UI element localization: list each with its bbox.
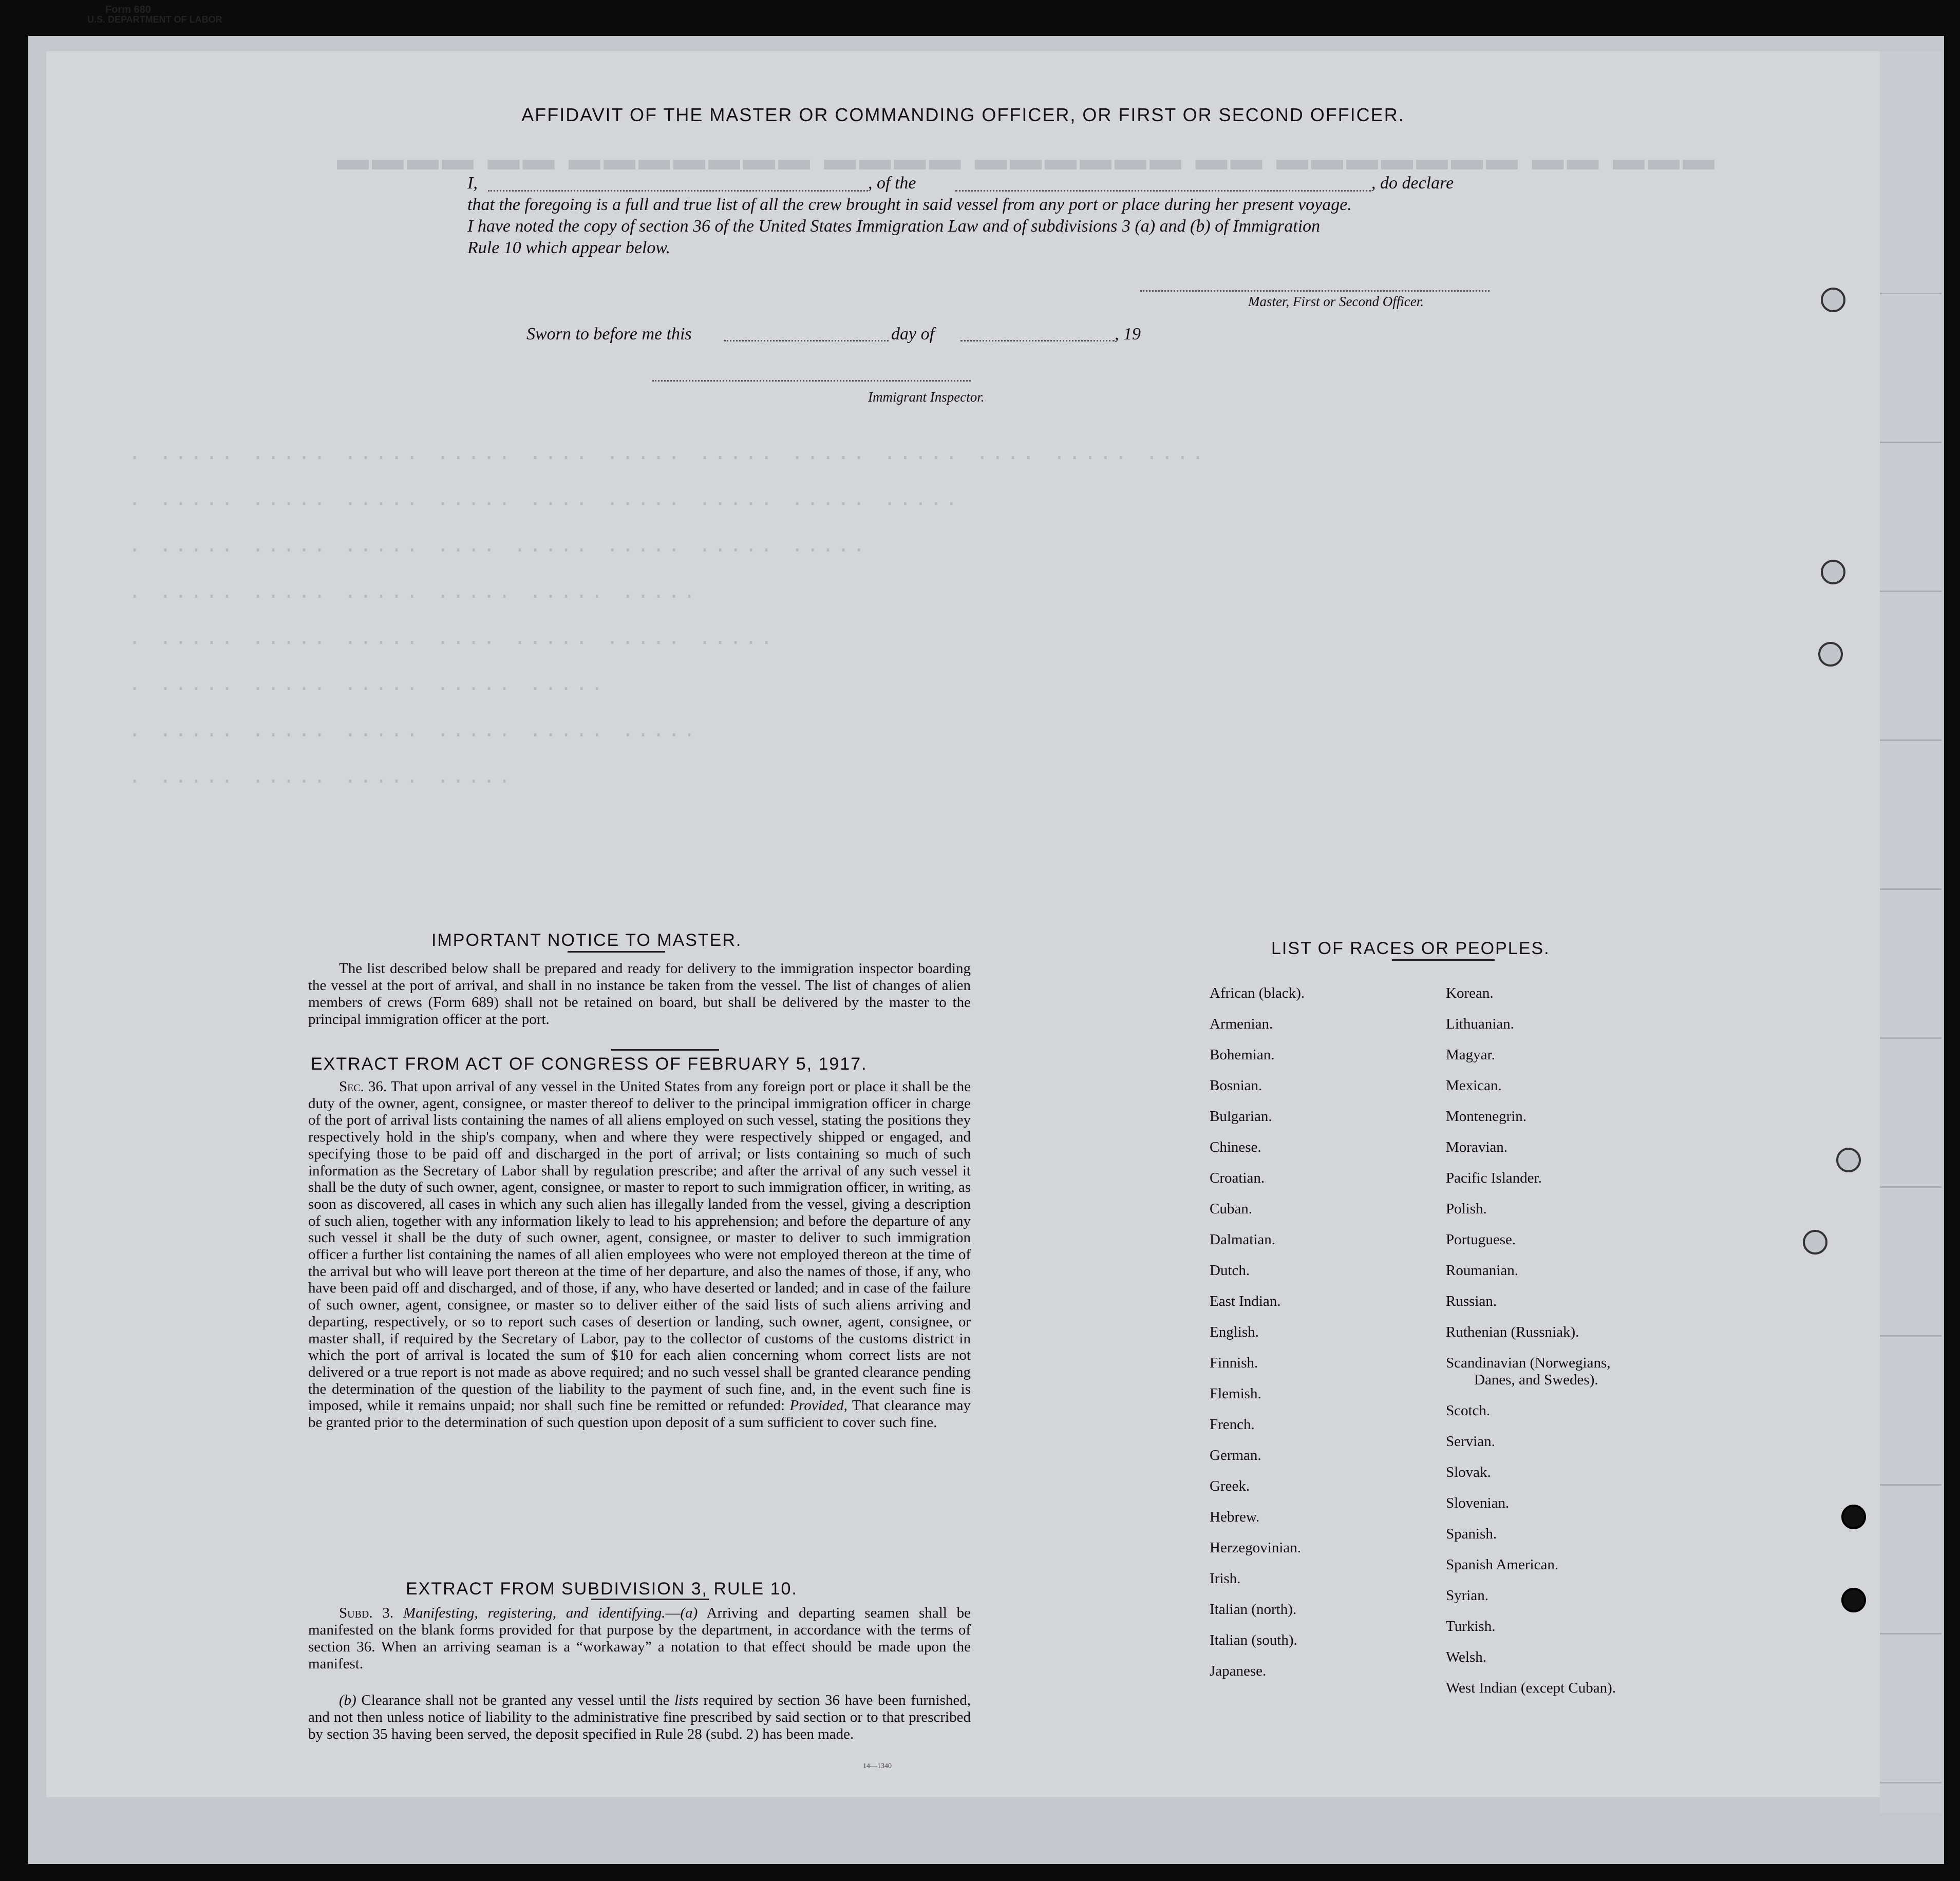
affidavit-declare-label: , do declare xyxy=(1371,174,1454,193)
affidavit-sheet xyxy=(46,51,1880,1797)
sworn-day-field[interactable] xyxy=(724,340,889,341)
notice-text: The list described below shall be prepared and ready for delivery to the immigration inspector boarding the vessel at the port of arrival, and shall in no instance be taken from the vessel. The list of changes of alien members of crews (Form 689) shall not be retained on board, but shall be delivered by the master to the principal immigration officer at the port. xyxy=(308,960,971,1028)
right-page-edge xyxy=(1880,51,1942,1813)
bleed-through-row: · ····· ····· ····· ····· ···· ····· ····· ····· ····· xyxy=(128,493,961,516)
race-entry: Herzegovinian. xyxy=(1210,1540,1301,1556)
race-entry: Slovenian. xyxy=(1446,1495,1510,1511)
binder-hole xyxy=(1803,1230,1827,1255)
race-entry: German. xyxy=(1210,1447,1261,1464)
race-entry: Japanese. xyxy=(1210,1663,1267,1679)
department-label: U.S. DEPARTMENT OF LABOR xyxy=(87,14,222,25)
officer-signature-label: Master, First or Second Officer. xyxy=(1248,294,1424,309)
race-entry: Armenian. xyxy=(1210,1016,1273,1032)
officer-signature-field[interactable] xyxy=(1140,290,1490,292)
race-entry: Syrian. xyxy=(1446,1587,1488,1604)
race-entry: Servian. xyxy=(1446,1433,1495,1450)
affidavit-title: AFFIDAVIT OF THE MASTER OR COMMANDING OFFICER, OR FIRST OR SECOND OFFICER. xyxy=(521,104,1405,125)
affidavit-declarant-label: I, xyxy=(467,174,478,193)
binder-hole xyxy=(1821,560,1845,584)
race-entry: Korean. xyxy=(1446,985,1494,1001)
vessel-name-field[interactable] xyxy=(955,190,1371,192)
bleed-through-row: · ····· ····· ····· ····· ····· ····· xyxy=(128,585,699,609)
para-b-lists: lists xyxy=(674,1692,699,1708)
bleed-through-row: · ····· ····· ····· ····· ···· ····· ····· ····· ····· ···· ····· ···· xyxy=(128,447,1208,470)
section-rule xyxy=(611,1049,719,1051)
race-entry: Ruthenian (Russniak). xyxy=(1446,1324,1579,1340)
subdivision-para-b xyxy=(308,1692,971,1743)
race-entry: Scandinavian (Norwegians, xyxy=(1446,1355,1611,1371)
affidavit-statement-line: that the foregoing is a full and true list of all the crew brought in said vessel from any port or place during her present voyage. xyxy=(467,195,1352,214)
race-entry: Flemish. xyxy=(1210,1385,1261,1402)
subd-heading: Manifesting, registering, and identifying. xyxy=(403,1605,666,1621)
print-code: 14—1340 xyxy=(863,1762,892,1770)
race-entry: Montenegrin. xyxy=(1446,1108,1527,1125)
race-entry: Lithuanian. xyxy=(1446,1016,1514,1032)
sworn-month-field[interactable] xyxy=(960,340,1115,341)
race-entry: Irish. xyxy=(1210,1570,1241,1587)
bleed-through-row: · ····· ····· ····· ···· ····· ····· ····· ····· xyxy=(128,539,869,562)
notice-underline xyxy=(568,951,665,953)
race-entry: Polish. xyxy=(1446,1201,1487,1217)
races-title: LIST OF RACES OR PEOPLES. xyxy=(1271,939,1550,958)
race-entry: East Indian. xyxy=(1210,1293,1281,1309)
race-entry: Turkish. xyxy=(1446,1618,1496,1635)
para-a-label: (a) xyxy=(680,1605,698,1621)
race-entry: Spanish American. xyxy=(1446,1556,1559,1573)
bleed-through-row: · ····· ····· ····· ····· ····· xyxy=(128,678,607,701)
para-b-label: (b) xyxy=(339,1692,356,1708)
bleed-through-row: · ····· ····· ····· ····· xyxy=(128,770,514,793)
section-36-body: That upon arrival of any vessel in the United States from any foreign port or place it shall be the duty of the owner, agent, consignee, or master thereof to deliver to the principal immigration officer in charge of the port of arrival lists containing the names of all aliens employed on such vessel, stating the positions they respectively hold in the ship's company, when and where they were respectively shipped or engaged, and specifying those to be paid off and discharged in the port of arrival; or lists containing so much of such information as the Secretary of Labor shall by regulation prescribe; and after the arrival of any such vessel it shall be the duty of such owner, agent, consignee, or master to report to such immigration officer, in writing, as soon as discovered, all cases in which any such alien has illegally landed from the vessel, giving a description of such alien, together with any information likely to lead to his apprehension; and before the departure of any such vessel it shall be the duty of such owner, agent, consignee, or master to deliver to such immigration officer a further list containing the names of all alien employees who were not employed thereon at the time of the arrival but who will leave port thereon at the time of her departure, and also the names of those, if any, who have been paid off and discharged, and of those, if any, who have deserted or landed; and in case of the failure of such owner, agent, consignee, or master so to deliver either of the said lists of such aliens arriving and departing, respectively, or so to report such cases of desertion or landing, such owner, agent, consignee, or master shall, if required by the Secretary of Labor, pay to the collector of customs of the customs district in which the port of arrival is located the sum of $10 for each alien concerning whom correct lists are not delivered or a true report is not made as above required; and no such vessel shall be granted clearance pending the determination of the question of the liability to the payment of such fine, and, in the event such fine is imposed, while it remains unpaid; nor shall such fine be remitted or refunded: xyxy=(308,1078,971,1414)
subdivision-para-a: Subd. 3. Manifesting, registering, and identifying.—(a) Arriving and departing seamen shall be manifested on the blank forms provided for that purpose by the department, in accordance with the terms of section 36. When an arriving seaman is a “workaway” a notation to that effect should be made upon the manifest. xyxy=(308,1605,971,1672)
race-entry: African (black). xyxy=(1210,985,1305,1001)
race-entry: Scotch. xyxy=(1446,1402,1491,1419)
declarant-name-field[interactable] xyxy=(488,190,868,192)
act-section-36-text xyxy=(308,1078,971,1431)
section-label: Sec. 36. xyxy=(339,1078,387,1095)
race-entry: Croatian. xyxy=(1210,1170,1265,1186)
race-entry: Magyar. xyxy=(1446,1047,1495,1063)
affidavit-statement-line: I have noted the copy of section 36 of the United States Immigration Law and of subdivisions 3 (a) and (b) of Immigration xyxy=(467,217,1321,236)
race-entry: Slovak. xyxy=(1446,1464,1491,1480)
inspector-signature-label: Immigrant Inspector. xyxy=(868,389,985,405)
binder-hole xyxy=(1821,288,1845,312)
binder-hole xyxy=(1841,1505,1866,1529)
year-prefix-label: , 19 xyxy=(1115,325,1141,344)
race-entry: Roumanian. xyxy=(1446,1262,1518,1279)
race-entry: Pacific Islander. xyxy=(1446,1170,1542,1186)
inspector-signature-field[interactable] xyxy=(652,380,971,382)
binder-hole xyxy=(1818,642,1843,667)
race-entry: Hebrew. xyxy=(1210,1509,1260,1525)
race-entry: Italian (south). xyxy=(1210,1632,1297,1648)
affidavit-statement-line: Rule 10 which appear below. xyxy=(467,238,671,257)
para-b-body-2: required by section 36 have been furnished, and not then unless notice of liability to the administrative fine prescribed by said section or to that prescribed by section 35 having been served, the deposit specified in Rule 28 (subd. 2) has been made. xyxy=(308,1692,971,1742)
sworn-label: Sworn to before me this xyxy=(526,325,692,344)
bleed-through-row: · ····· ····· ····· ····· ····· ····· xyxy=(128,724,699,747)
race-entry: West Indian (except Cuban). xyxy=(1446,1680,1616,1696)
section-36-end: That clearance may be granted prior to the determination of such question upon deposit of a sum sufficient to cover such fine. xyxy=(308,1397,971,1431)
race-entry: Finnish. xyxy=(1210,1355,1258,1371)
race-entry: Bulgarian. xyxy=(1210,1108,1272,1125)
race-entry: Cuban. xyxy=(1210,1201,1252,1217)
bleed-through-row: · ····· ····· ····· ···· ····· ····· ····· xyxy=(128,632,776,655)
para-a-body: Arriving and departing seamen shall be manifested on the blank forms provided for that purpose by the department, in accordance with the terms of section 36. When an arriving seaman is a “workaway” a notation to that effect should be made upon the manifest. xyxy=(308,1605,971,1672)
race-entry: Mexican. xyxy=(1446,1077,1502,1094)
bleed-through-heading: ▬▬▬ ▬▬ ▬▬▬▬▬▬▬ ▬▬ ▬▬▬▬▬▬ ▬▬▬▬ ▬▬▬▬▬▬▬ ▬▬ ▬▬▬▬ xyxy=(334,142,1714,177)
race-entry: English. xyxy=(1210,1324,1259,1340)
race-entry: Spanish. xyxy=(1446,1526,1497,1542)
race-entry: Portuguese. xyxy=(1446,1231,1516,1248)
race-entry: Danes, and Swedes). xyxy=(1474,1372,1598,1388)
races-underline xyxy=(1392,959,1495,961)
race-entry: Bohemian. xyxy=(1210,1047,1275,1063)
race-entry: Chinese. xyxy=(1210,1139,1261,1155)
race-entry: Dutch. xyxy=(1210,1262,1250,1279)
notice-title: IMPORTANT NOTICE TO MASTER. xyxy=(431,930,742,950)
race-entry: Greek. xyxy=(1210,1478,1250,1494)
act-title: EXTRACT FROM ACT OF CONGRESS OF FEBRUARY 5, 1917. xyxy=(311,1054,868,1074)
race-entry: Russian. xyxy=(1446,1293,1497,1309)
subdivision-title: EXTRACT FROM SUBDIVISION 3, RULE 10. xyxy=(406,1579,798,1599)
race-entry: Dalmatian. xyxy=(1210,1231,1276,1248)
race-entry: Bosnian. xyxy=(1210,1077,1262,1094)
race-entry: French. xyxy=(1210,1416,1255,1433)
race-entry: Italian (north). xyxy=(1210,1601,1297,1618)
affidavit-of-the-label: , of the xyxy=(868,174,916,193)
binder-hole xyxy=(1836,1148,1861,1172)
race-entry: Moravian. xyxy=(1446,1139,1507,1155)
form-number-label: Form 680 xyxy=(105,4,151,15)
para-b-body-1: Clearance shall not be granted any vessel until the xyxy=(361,1692,670,1708)
subdivision-underline xyxy=(591,1599,709,1600)
subd-label: Subd. 3. xyxy=(339,1605,394,1621)
binder-hole xyxy=(1841,1588,1866,1612)
day-of-label: day of xyxy=(891,325,935,344)
provided-word: Provided, xyxy=(789,1397,847,1414)
race-entry: Welsh. xyxy=(1446,1649,1487,1665)
